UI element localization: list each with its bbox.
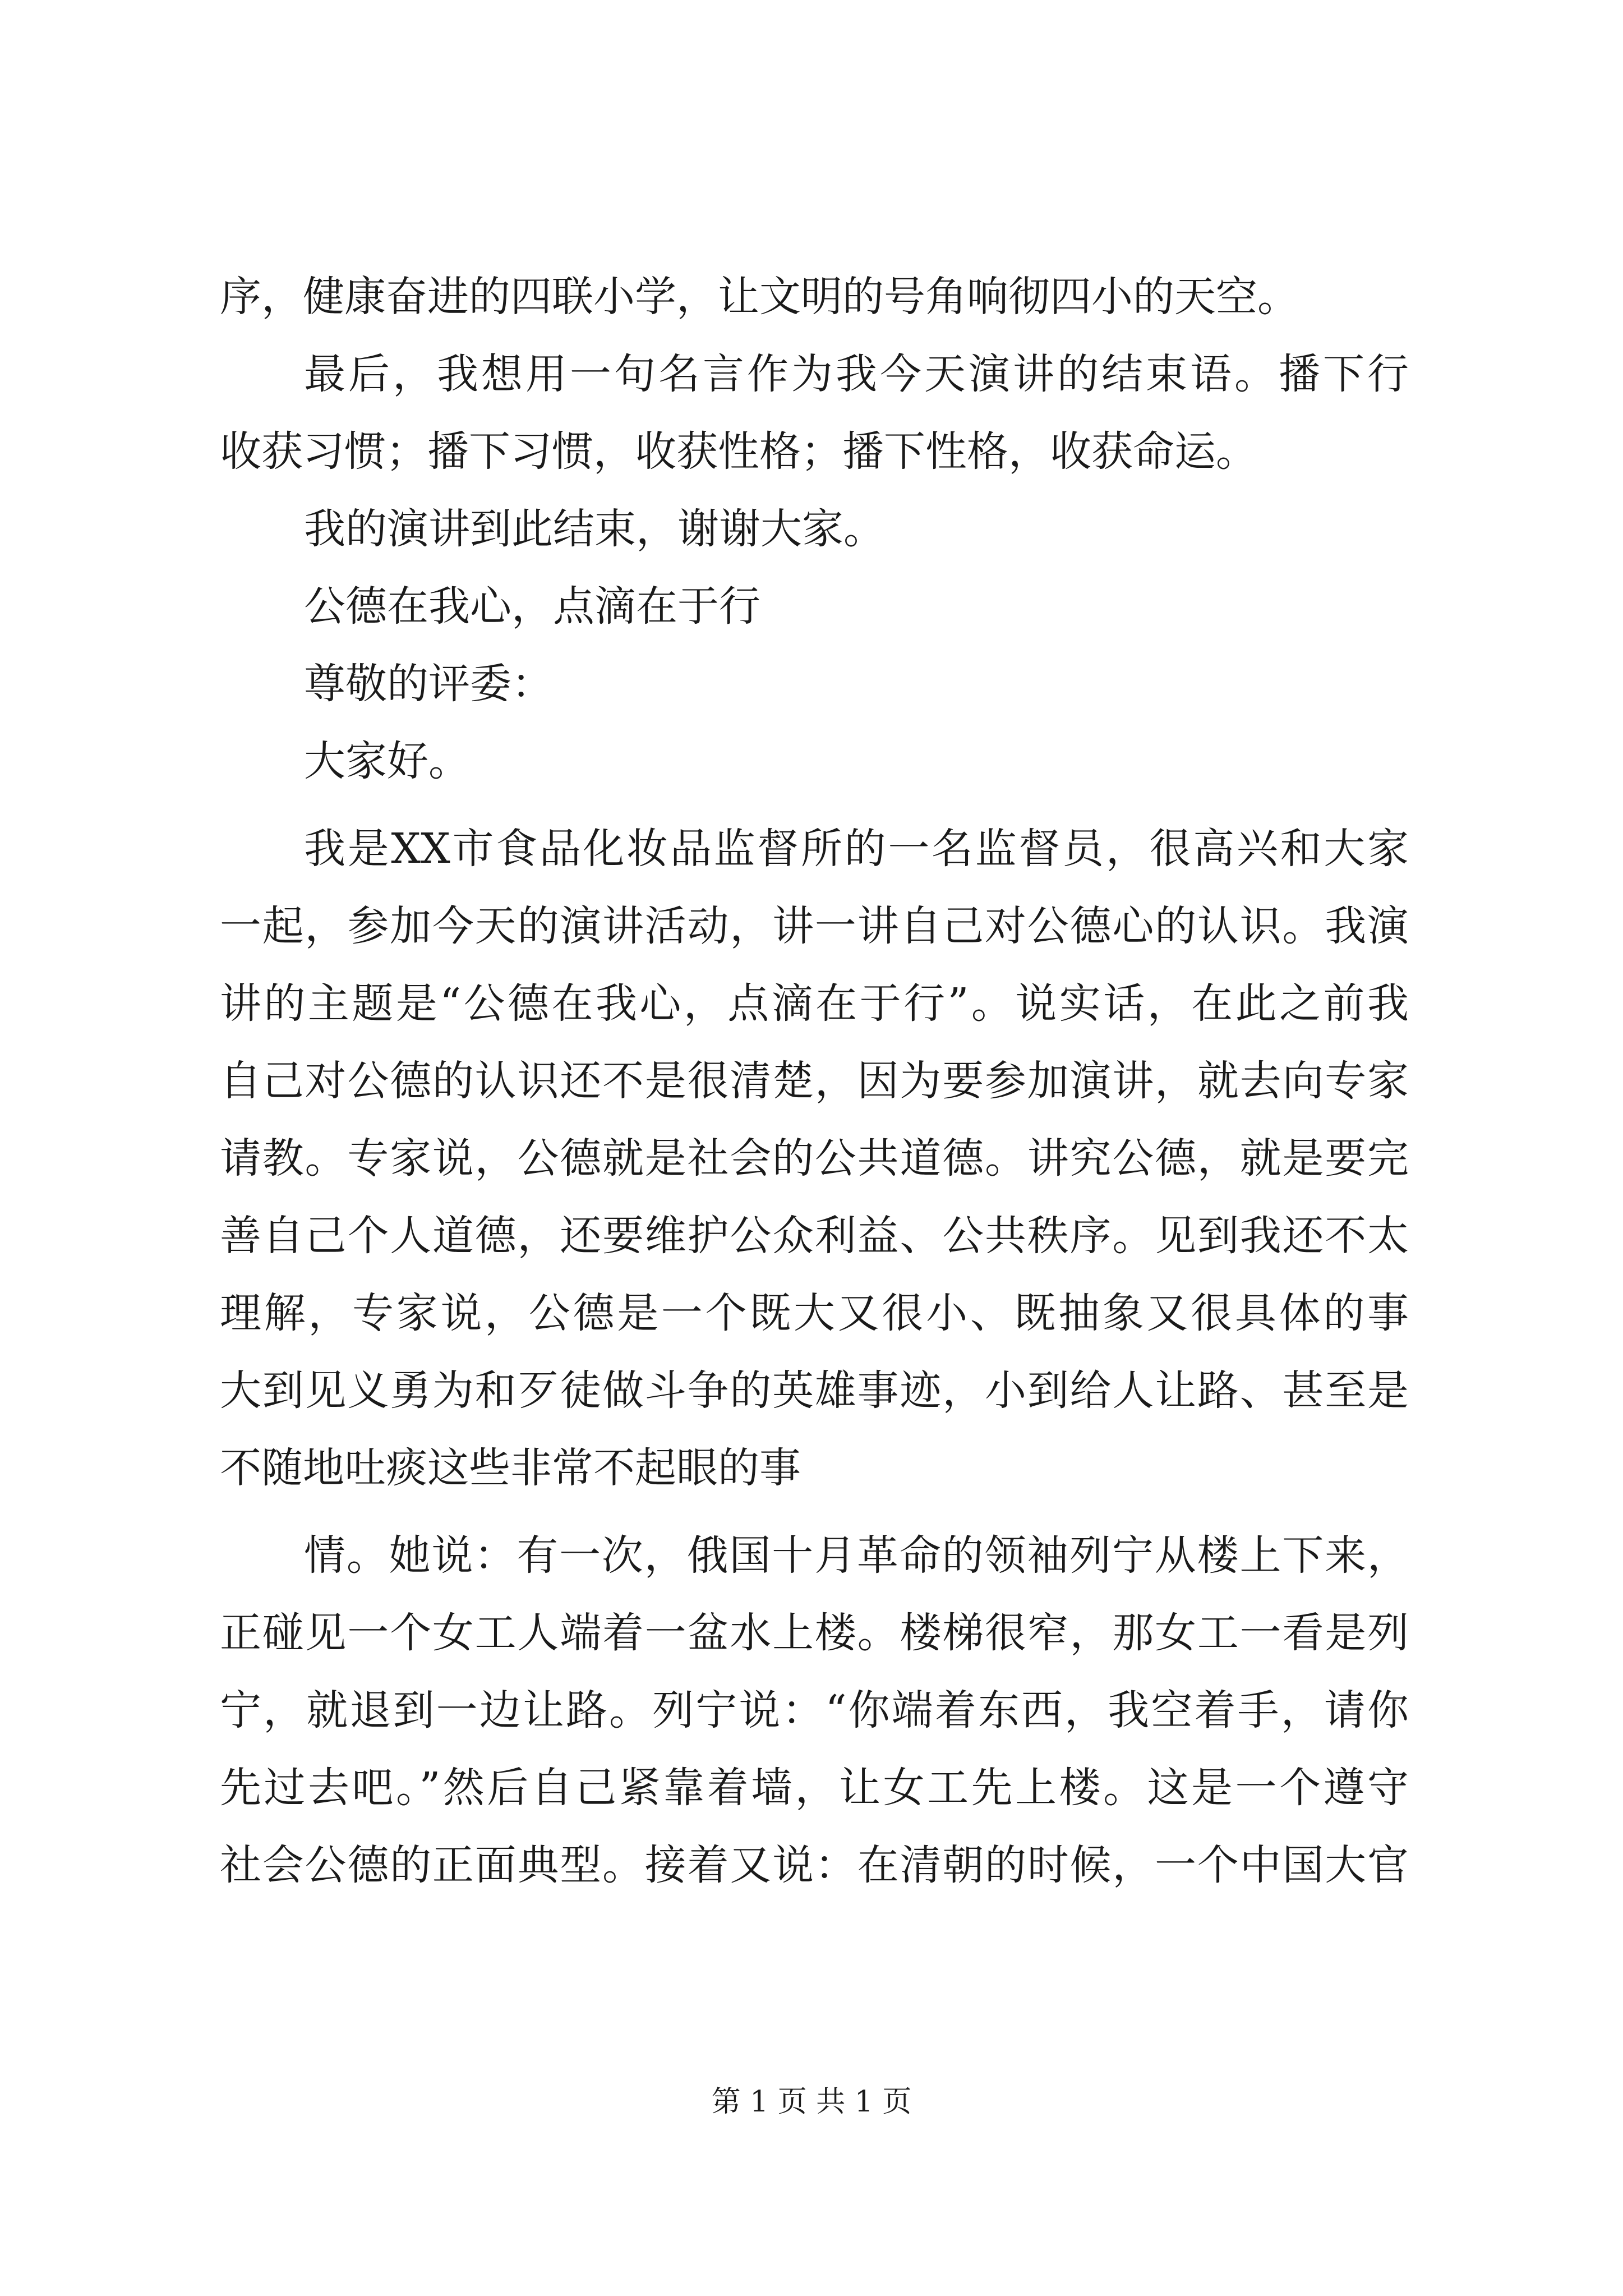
page-number-footer: 第 1 页 共 1 页 bbox=[711, 2085, 912, 2119]
speech-title: 公德在我心，点滴在于行 bbox=[304, 582, 760, 631]
text-line: 理解，专家说，公德是一个既大又很小、既抽象又很具体的事 bbox=[220, 1289, 1409, 1337]
document-body bbox=[220, 258, 1409, 1904]
text-line: 讲的主题是“公德在我心，点滴在于行”。说实话，在此之前我 bbox=[220, 979, 1409, 1028]
text-line: 正碰见一个女工人端着一盆水上楼。楼梯很窄，那女工一看是列 bbox=[220, 1609, 1409, 1657]
greeting: 大家好。 bbox=[304, 737, 470, 785]
text-line: 情。她说：有一次，俄国十月革命的领袖列宁从楼上下来， bbox=[304, 1531, 1409, 1580]
text-line: 善自己个人道德，还要维护公众利益、公共秩序。见到我还不太 bbox=[220, 1212, 1409, 1260]
text-line: 一起，参加今天的演讲活动，讲一讲自己对公德心的认识。我演 bbox=[220, 902, 1409, 950]
text-line: 宁，就退到一边让路。列宁说：“你端着东西，我空着手，请你 bbox=[220, 1686, 1409, 1734]
text-line: 最后，我想用一句名言作为我今天演讲的结束语。播下行 bbox=[304, 350, 1409, 398]
salutation: 尊敬的评委： bbox=[304, 660, 553, 708]
text-line: 请教。专家说，公德就是社会的公共道德。讲究公德，就是要完 bbox=[220, 1134, 1409, 1182]
text-line: 自己对公德的认识还不是很清楚，因为要参加演讲，就去向专家 bbox=[220, 1057, 1409, 1105]
text-line: 社会公德的正面典型。接着又说：在清朝的时候，一个中国大官 bbox=[220, 1841, 1409, 1889]
text-line: 收获习惯；播下习惯，收获性格；播下性格，收获命运。 bbox=[220, 427, 1257, 476]
text-line: 我的演讲到此结束，谢谢大家。 bbox=[304, 505, 885, 553]
text-line: 序，健康奋进的四联小学，让文明的号角响彻四小的天空。 bbox=[220, 273, 1299, 321]
text-line: 我是XX市食品化妆品监督所的一名监督员，很高兴和大家 bbox=[304, 825, 1409, 873]
text-line: 先过去吧。”然后自己紧靠着墙，让女工先上楼。这是一个遵守 bbox=[220, 1764, 1409, 1812]
text-line: 不随地吐痰这些非常不起眼的事 bbox=[220, 1444, 801, 1492]
text-line: 大到见义勇为和歹徒做斗争的英雄事迹，小到给人让路、甚至是 bbox=[220, 1366, 1409, 1415]
